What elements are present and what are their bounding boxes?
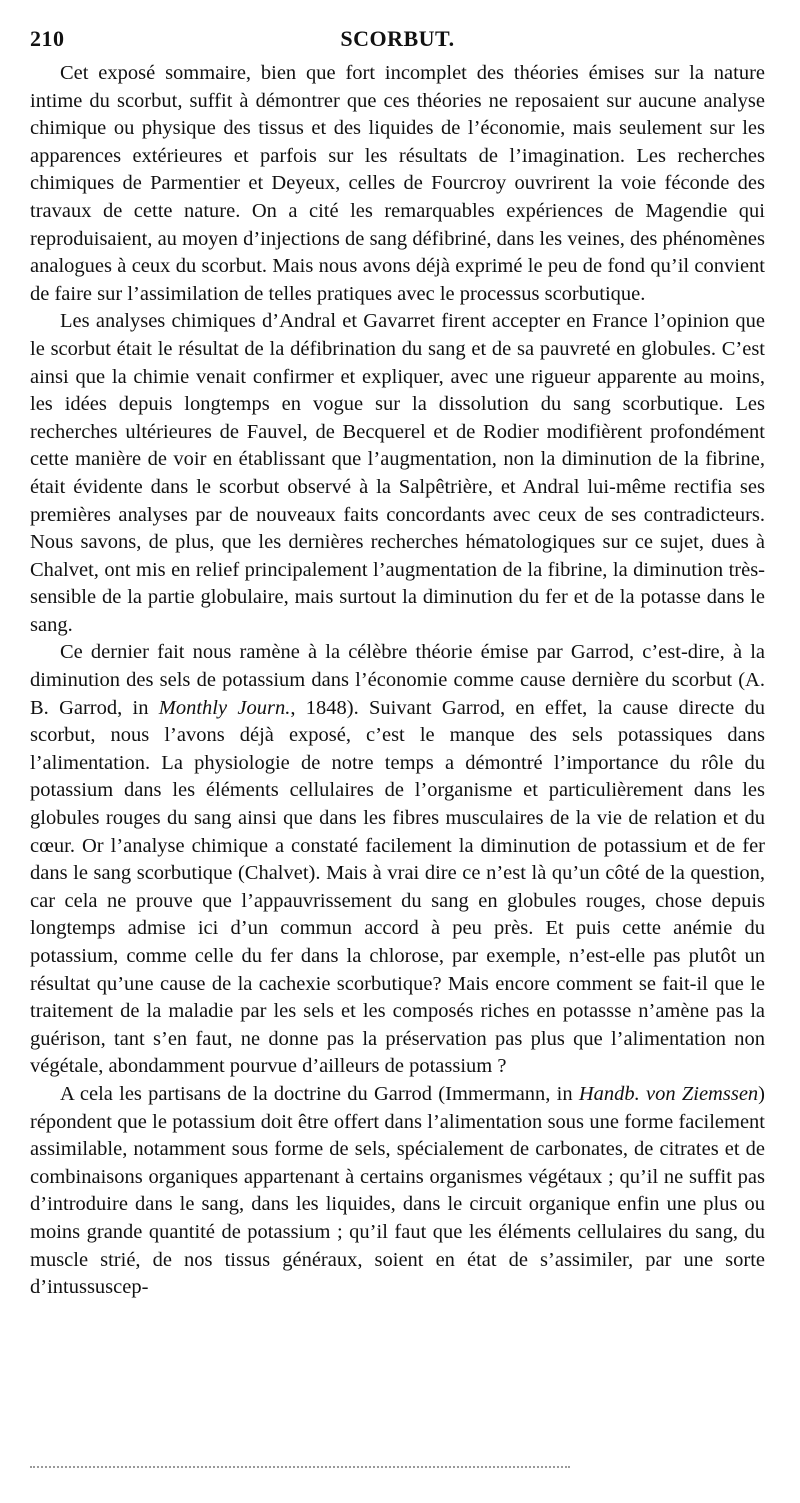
text-run: Ce dernier fait nous ramène à la célèbre théorie émise par Garrod, c’est-dire, à la diminution des sels de potassium dans l’économie comme cause dernière du scorbut (A. B. Garrod, in — [30, 641, 765, 719]
page-number: 210 — [30, 26, 65, 51]
paragraph — [30, 60, 765, 308]
paragraph — [30, 308, 765, 639]
running-title: SCORBUT. — [340, 26, 455, 51]
text-run: ) répondent que le potassium doit être offert dans l’alimentation sous une forme facilement assimilable, notamment sous forme de sels, spécialement de carbonates, de citrates et de combinaisons organiques appartenant à certains organismes végétaux ; qu’il ne suffit pas d’introduire dans le sang, dans les liquides, dans le circuit organique enfin une plus ou moins grande quantité de potassium ; qu’il faut que les éléments cellulaires du sang, du muscle strié, de nos tissus généraux, soient en état de s’assimiler, par une sorte d’intussuscep- — [30, 1082, 765, 1299]
journal-title-italic: Monthly Journ. — [158, 696, 291, 719]
text-run: Cet exposé sommaire, bien que fort incomplet des théories émises sur la nature intime du scorbut, suffit à démontrer que ces théories ne reposaient sur aucune analyse chimique ou physique des tissus et des liquides de l’économie, mais seulement sur les apparences extérieures et parfois sur les résultats de l’imagination. Les recherches chimiques de Parmentier et Deyeux, celles de Fourcroy ouvrirent la voie féconde des travaux de cette nature. On a cité les remarquables expériences de Magendie qui reproduisaient, au moyen d’injections de sang défibriné, dans les veines, des phénomènes analogues à ceux du scorbut. Mais nous avons déjà exprimé le peu de fond qu’il convient de faire sur l’assimilation de telles pratiques avec le processus scorbutique. — [30, 62, 765, 305]
paragraph — [30, 1081, 765, 1302]
text-run: , 1848). Suivant Garrod, en effet, la cause directe du scorbut, nous l’avons déjà exposé, c’est le manque des sels potassiques dans l’alimentation. La physiologie de notre temps a démontré l’importance du rôle du potassium dans les éléments cellulaires de l’organisme et particulièrement dans les globules rouges du sang ainsi que dans les fibres musculaires de la vie de relation et du cœur. Or l’analyse chimique a constaté facilement la diminution de potassium et de fer dans le sang scorbutique (Chalvet). Mais à vrai dire ce n’est là qu’un côté de la question, car cela ne prouve que l’appauvrissement du sang en globules rouges, chose depuis longtemps admise ici d’un commun accord à peu près. Et puis cette anémie du potassium, comme celle du fer dans la chlorose, par exemple, n’est-elle pas plutôt un résultat qu’une cause de la cachexie scorbutique? Mais encore comment se fait-il que le traitement de la maladie par les sels et les composés riches en potassse n’amène pas la guérison, tant s’en faut, ne donne pas la préservation pas plus que l’alimentation non végétale, abondamment pourvue d’ailleurs de potassium ? — [30, 696, 765, 1078]
book-page — [30, 26, 765, 1302]
body-text — [30, 60, 765, 1302]
paragraph — [30, 639, 765, 1081]
reference-title-italic: Handb. von Ziemssen — [578, 1082, 759, 1105]
footer-rule — [30, 1466, 570, 1468]
text-run: Les analyses chimiques d’Andral et Gavarret firent accepter en France l’opinion que le scorbut était le résultat de la défibrination du sang et de sa pauvreté en globules. C’est ainsi que la chimie venait confirmer et expliquer, avec une rigueur apparente au moins, les idées depuis longtemps en vogue sur la dissolution du sang scorbutique. Les recherches ultérieures de Fauvel, de Becquerel et de Rodier modifièrent profondément cette manière de voir en établissant que l’augmentation, non la diminution de la fibrine, était évidente dans le scorbut observé à la Salpêtrière, et Andral lui-même rectifia ses premières analyses par de nouveaux faits concordants avec ceux de ses contradicteurs. Nous savons, de plus, que les dernières recherches hématologiques sur ce sujet, dues à Chalvet, ont mis en relief principalement l’augmentation de la fibrine, la diminution très-sensible de la partie globulaire, mais surtout la diminution du fer et de la potasse dans le sang. — [30, 310, 765, 636]
text-run: A cela les partisans de la doctrine du Garrod (Immermann, in — [60, 1082, 579, 1105]
page-header — [30, 26, 765, 60]
